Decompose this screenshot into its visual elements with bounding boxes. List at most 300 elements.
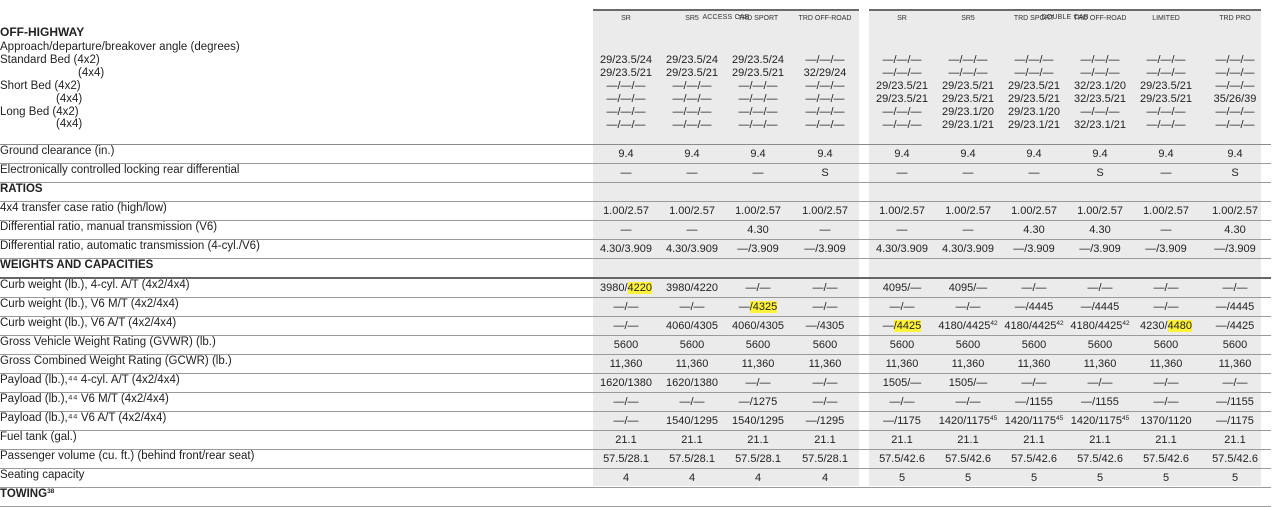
angle-value: —/—/—	[948, 54, 988, 66]
value-cell	[869, 450, 935, 469]
empty-cell	[725, 488, 791, 507]
value-text: 1370/1120	[1140, 415, 1192, 427]
empty-cell	[935, 488, 1001, 507]
value-text: —/—	[613, 320, 639, 332]
value-cell	[593, 450, 659, 469]
footnote-mark: 42	[1056, 320, 1064, 327]
value-text: 4.30	[747, 224, 769, 236]
value-cell	[1133, 164, 1199, 183]
value-cell	[791, 336, 859, 355]
value-text: 57.5/42.6	[1011, 453, 1057, 465]
value-text: 11,360	[609, 358, 643, 370]
value-cell	[725, 240, 791, 259]
value-text: 4	[754, 472, 762, 484]
value-cell	[725, 355, 791, 374]
value-text: 5	[898, 472, 906, 484]
value-cell	[659, 221, 725, 240]
footnote-mark: 45	[989, 415, 998, 422]
angle-value: 29/23.1/21	[942, 118, 994, 131]
value-text: 21.1	[814, 434, 836, 446]
empty-cell	[1001, 488, 1067, 507]
value-text: —/4425	[1215, 320, 1255, 332]
value-cell	[935, 374, 1001, 393]
value-cell	[659, 240, 725, 259]
value-cell	[1001, 355, 1067, 374]
value-cell	[869, 278, 935, 298]
value-text: 4095/—	[882, 282, 922, 294]
value-cell	[593, 317, 659, 336]
value-text: —/—	[613, 396, 639, 408]
angle-value: —/—/—	[1014, 54, 1054, 66]
value-cell	[593, 221, 659, 240]
value-cell	[725, 221, 791, 240]
empty-cell	[659, 259, 725, 279]
value-cell	[935, 412, 1001, 431]
value-text: —/—	[1153, 396, 1179, 408]
spec-row	[0, 336, 1271, 355]
value-cell	[1133, 317, 1199, 336]
footnote-mark: 42	[1122, 320, 1130, 327]
value-text: 11,360	[1218, 358, 1252, 370]
column-gap	[859, 431, 869, 450]
value-text: 9.4	[817, 148, 833, 160]
value-cell	[659, 202, 725, 221]
value-cell	[791, 145, 859, 164]
value-text: 1505/—	[948, 377, 988, 389]
value-cell	[935, 431, 1001, 450]
value-text: 5600	[1222, 339, 1248, 351]
value-text: 1540/1295	[732, 415, 784, 427]
angle-value: 29/23.5/21	[1140, 92, 1192, 105]
value-text: 11,360	[1017, 358, 1051, 370]
spec-row	[0, 278, 1271, 298]
value-text: 57.5/42.6	[1143, 453, 1189, 465]
value-text: 4	[688, 472, 696, 484]
value-cell	[659, 374, 725, 393]
value-cell	[791, 202, 859, 221]
value-cell	[791, 374, 859, 393]
value-text: —/—	[812, 377, 838, 389]
angle-value: 29/23.5/21	[1008, 79, 1060, 92]
angle-value: —/—/—	[805, 92, 845, 105]
angle-value-column	[725, 40, 791, 145]
value-text: 1540/1295	[666, 415, 718, 427]
value-text: —	[962, 167, 974, 179]
bed-config-label: Short Bed (4x2)	[0, 79, 81, 92]
value-text: —/—	[613, 415, 639, 427]
value-text: 4	[821, 472, 829, 484]
value-cell	[791, 355, 859, 374]
angle-value: —/—/—	[1215, 54, 1255, 66]
spec-row	[0, 202, 1271, 221]
value-cell	[725, 164, 791, 183]
angle-value: 32/29/24	[803, 66, 847, 79]
value-text: —/4305	[805, 320, 845, 332]
spec-row	[0, 355, 1271, 374]
empty-cell	[1001, 183, 1067, 202]
value-text: —/1155	[1216, 396, 1254, 408]
value-cell	[659, 278, 725, 298]
value-text: 21.1	[891, 434, 913, 446]
value-cell	[1133, 145, 1199, 164]
angle-value: 29/23.5/21	[876, 79, 928, 92]
row-label: Curb weight (lb.), V6 A/T (4x2/4x4)	[0, 317, 593, 336]
value-text: —/4445	[1014, 301, 1054, 313]
value-text: 5	[964, 472, 972, 484]
value-cell	[725, 469, 791, 488]
value-cell	[1199, 355, 1271, 374]
value-text: 9.4	[1092, 148, 1108, 160]
value-text: 5	[1162, 472, 1170, 484]
angle-value: 29/23.1/21	[1008, 118, 1060, 131]
empty-cell	[593, 259, 659, 279]
value-cell	[791, 278, 859, 298]
value-cell	[725, 278, 791, 298]
column-header: SR5	[961, 15, 975, 22]
angle-label-block	[0, 40, 593, 145]
column-header: SR	[897, 15, 907, 22]
value-cell	[935, 278, 1001, 298]
value-cell	[1067, 298, 1133, 317]
value-cell	[869, 393, 935, 412]
value-text: 57.5/42.6	[1212, 453, 1258, 465]
value-text: 3980/	[599, 282, 628, 294]
value-text: —/—	[745, 282, 771, 294]
angle-value: 29/23.5/24	[600, 54, 652, 66]
value-text: 4.30/3.909	[600, 243, 652, 255]
highlighted-value: 4480	[1167, 320, 1192, 332]
value-cell	[725, 393, 791, 412]
value-cell	[1067, 431, 1133, 450]
value-cell	[869, 298, 935, 317]
column-gap	[859, 412, 869, 431]
value-cell	[869, 431, 935, 450]
angle-value: —/—/—	[672, 92, 712, 105]
angle-value: —/—/—	[1146, 54, 1186, 66]
value-cell	[1133, 374, 1199, 393]
value-text: 9.4	[684, 148, 700, 160]
value-text: 57.5/42.6	[945, 453, 991, 465]
value-cell	[935, 450, 1001, 469]
empty-cell	[869, 488, 935, 507]
value-text: 57.5/28.1	[603, 453, 649, 465]
value-text: 21.1	[747, 434, 769, 446]
value-cell	[1199, 164, 1271, 183]
value-text: 9.4	[1227, 148, 1243, 160]
value-text: 11,360	[1083, 358, 1117, 370]
value-cell	[1133, 355, 1199, 374]
value-cell	[935, 164, 1001, 183]
column-gap	[859, 469, 869, 488]
angle-value: —/—/—	[805, 105, 845, 118]
value-cell	[659, 336, 725, 355]
empty-cell	[593, 183, 659, 202]
value-text: S	[1096, 167, 1104, 179]
value-text: —/—	[679, 396, 705, 408]
value-cell	[1133, 412, 1199, 431]
value-cell	[1133, 431, 1199, 450]
angle-value: 29/23.5/21	[942, 92, 994, 105]
value-text: —/—	[1153, 301, 1179, 313]
value-text: 5600	[1153, 339, 1179, 351]
value-text: 1620/1380	[600, 377, 652, 389]
value-text: 4.30	[1023, 224, 1045, 236]
value-cell	[1133, 469, 1199, 488]
value-cell	[869, 202, 935, 221]
angle-value: —/—/—	[672, 105, 712, 118]
value-cell	[725, 317, 791, 336]
angle-value: —/—/—	[882, 66, 922, 79]
empty-cell	[859, 488, 869, 507]
value-cell	[593, 336, 659, 355]
value-text: —	[896, 224, 908, 236]
value-cell	[1067, 336, 1133, 355]
value-text: 57.5/42.6	[879, 453, 925, 465]
value-text: —	[896, 167, 908, 179]
value-text: 57.5/28.1	[735, 453, 781, 465]
row-label: Gross Combined Weight Rating (GCWR) (lb.)	[0, 355, 593, 374]
value-cell	[869, 355, 935, 374]
value-cell	[593, 355, 659, 374]
spec-row	[0, 450, 1271, 469]
value-text: 4.30	[1224, 224, 1246, 236]
value-text: 11,360	[1149, 358, 1183, 370]
value-text: —/1155	[1081, 396, 1119, 408]
value-cell	[935, 240, 1001, 259]
value-text: 5600	[889, 339, 915, 351]
value-text: —/—	[1153, 377, 1179, 389]
value-text: —/—	[955, 396, 981, 408]
value-cell	[659, 431, 725, 450]
angle-value: —/—/—	[672, 79, 712, 92]
value-cell	[1199, 374, 1271, 393]
value-cell	[935, 469, 1001, 488]
value-text: 5600	[812, 339, 838, 351]
empty-cell	[1133, 259, 1199, 279]
value-cell	[725, 450, 791, 469]
angle-value: —/—/—	[738, 79, 778, 92]
value-text: 1.00/2.57	[735, 205, 781, 217]
empty-cell	[659, 183, 725, 202]
angle-value: 29/23.5/21	[1008, 92, 1060, 105]
row-label: Curb weight (lb.), V6 M/T (4x2/4x4)	[0, 298, 593, 317]
angle-value: —/—/—	[1146, 105, 1186, 118]
value-text: —	[620, 224, 632, 236]
value-cell	[725, 145, 791, 164]
value-text: —/4445	[1080, 301, 1120, 313]
value-cell	[869, 469, 935, 488]
value-cell	[935, 202, 1001, 221]
angle-value: —/—/—	[738, 118, 778, 131]
column-header: TRD SPORT	[1013, 15, 1055, 22]
angle-value: —/—/—	[882, 105, 922, 118]
empty-cell	[935, 183, 1001, 202]
value-text: —/—	[1087, 282, 1113, 294]
section-title-off-highway: OFF-HIGHWAY	[0, 25, 85, 39]
value-text: 9.4	[960, 148, 976, 160]
angle-value: —/—/—	[606, 118, 646, 131]
value-cell	[659, 450, 725, 469]
column-gap	[859, 393, 869, 412]
value-text: 5600	[1087, 339, 1113, 351]
value-text: —/—	[745, 377, 771, 389]
value-text: 5	[1096, 472, 1104, 484]
value-text: 1.00/2.57	[1143, 205, 1189, 217]
value-cell	[1199, 221, 1271, 240]
value-text: 3980/4220	[666, 282, 718, 294]
value-text: 5600	[679, 339, 705, 351]
value-text: 21.1	[1023, 434, 1045, 446]
empty-cell	[1067, 259, 1133, 279]
angle-value: —/—/—	[1146, 118, 1186, 131]
angle-value: —/—/—	[805, 118, 845, 131]
angle-value: 29/23.5/21	[942, 79, 994, 92]
value-cell	[1001, 240, 1067, 259]
angle-value: —/—/—	[606, 79, 646, 92]
value-text: 4.30/3.909	[666, 243, 718, 255]
value-cell	[1133, 278, 1199, 298]
value-text: 9.4	[894, 148, 910, 160]
empty-cell	[1199, 183, 1271, 202]
column-gap	[859, 164, 869, 183]
value-cell	[869, 164, 935, 183]
value-cell	[791, 317, 859, 336]
group-header-double-cab: DOUBLE CAB	[1041, 14, 1089, 21]
footnote-mark: 42	[990, 320, 998, 327]
value-text: 21.1	[1224, 434, 1246, 446]
value-text: 1420/1175	[938, 415, 990, 427]
angle-value: —/—/—	[1080, 66, 1120, 79]
angle-row	[0, 40, 1271, 145]
value-text: —/—	[1222, 377, 1248, 389]
value-cell	[1199, 202, 1271, 221]
angle-value: 29/23.5/21	[876, 92, 928, 105]
section-ratios-title: RATIOS	[0, 183, 593, 202]
angle-value: —/—/—	[1080, 54, 1120, 66]
value-cell	[791, 164, 859, 183]
value-cell	[725, 298, 791, 317]
value-text: 9.4	[618, 148, 634, 160]
value-cell	[659, 164, 725, 183]
empty-cell	[1199, 259, 1271, 279]
value-text: —	[620, 167, 632, 179]
spec-row	[0, 393, 1271, 412]
value-text: —/—	[1222, 282, 1248, 294]
angle-value: 29/23.5/21	[732, 66, 784, 79]
value-cell	[1001, 336, 1067, 355]
value-cell	[1001, 164, 1067, 183]
value-cell	[1133, 202, 1199, 221]
column-header: TRD PRO	[1219, 15, 1251, 22]
value-cell	[593, 412, 659, 431]
column-gap	[859, 355, 869, 374]
section-towing-title	[0, 488, 593, 507]
value-text: 21.1	[1089, 434, 1111, 446]
value-cell	[1067, 450, 1133, 469]
angle-value: —/—/—	[672, 118, 712, 131]
spec-row	[0, 145, 1271, 164]
empty-cell	[935, 259, 1001, 279]
value-text: —	[686, 167, 698, 179]
value-cell	[869, 374, 935, 393]
value-text: —/3.909	[1079, 243, 1121, 255]
value-cell	[1133, 393, 1199, 412]
row-label: Payload (lb.),⁴⁴ V6 A/T (4x2/4x4)	[0, 412, 593, 431]
value-cell	[593, 431, 659, 450]
value-text: —	[738, 301, 750, 313]
value-cell	[869, 336, 935, 355]
value-cell	[935, 221, 1001, 240]
value-cell	[869, 240, 935, 259]
value-cell	[593, 145, 659, 164]
value-text: —/—	[889, 301, 915, 313]
empty-cell	[869, 259, 935, 279]
empty-cell	[1067, 488, 1133, 507]
section-ratios	[0, 183, 1271, 202]
empty-cell	[859, 183, 869, 202]
value-cell	[593, 240, 659, 259]
value-text: —/—	[1021, 377, 1047, 389]
column-header: TRD OFF-ROAD	[798, 15, 852, 22]
value-cell	[791, 393, 859, 412]
value-cell	[1067, 317, 1133, 336]
value-text: —/1175	[1216, 415, 1254, 427]
value-text: —/—	[613, 301, 639, 313]
footnote-mark: 45	[1121, 415, 1130, 422]
value-text: 21.1	[681, 434, 703, 446]
value-text: —/—	[812, 396, 838, 408]
value-text: 1420/1175	[1070, 415, 1122, 427]
value-text: —/—	[1153, 282, 1179, 294]
bed-config-label: (4x4)	[56, 118, 83, 131]
value-cell	[725, 431, 791, 450]
angle-title: Approach/departure/breakover angle (degrees)	[0, 41, 240, 53]
row-label: Passenger volume (cu. ft.) (behind front/rear seat)	[0, 450, 593, 469]
value-text: —	[962, 224, 974, 236]
value-cell	[1067, 278, 1133, 298]
value-text: 1.00/2.57	[1011, 205, 1057, 217]
empty-cell	[791, 488, 859, 507]
header-row	[0, 11, 1271, 40]
angle-value: —/—/—	[1146, 66, 1186, 79]
column-gap	[859, 40, 869, 145]
value-cell	[1067, 469, 1133, 488]
value-text: 5600	[955, 339, 981, 351]
value-text: 57.5/28.1	[669, 453, 715, 465]
spec-row	[0, 469, 1271, 488]
value-cell	[1001, 202, 1067, 221]
empty-cell	[791, 259, 859, 279]
value-cell	[1001, 278, 1067, 298]
row-label: Payload (lb.),⁴⁴ 4-cyl. A/T (4x2/4x4)	[0, 374, 593, 393]
value-cell	[1001, 317, 1067, 336]
value-cell	[725, 374, 791, 393]
angle-value: —/—/—	[738, 92, 778, 105]
highlighted-value: /4325	[749, 301, 778, 313]
empty-cell	[1133, 488, 1199, 507]
angle-value: —/—/—	[1080, 105, 1120, 118]
value-cell	[1067, 221, 1133, 240]
empty-cell	[1001, 259, 1067, 279]
column-gap	[859, 202, 869, 221]
row-label: Differential ratio, manual transmission (V6)	[0, 221, 593, 240]
value-cell	[725, 202, 791, 221]
value-cell	[1001, 469, 1067, 488]
column-gap	[859, 374, 869, 393]
angle-value: —/—/—	[882, 54, 922, 66]
value-cell	[791, 412, 859, 431]
spec-row	[0, 412, 1271, 431]
